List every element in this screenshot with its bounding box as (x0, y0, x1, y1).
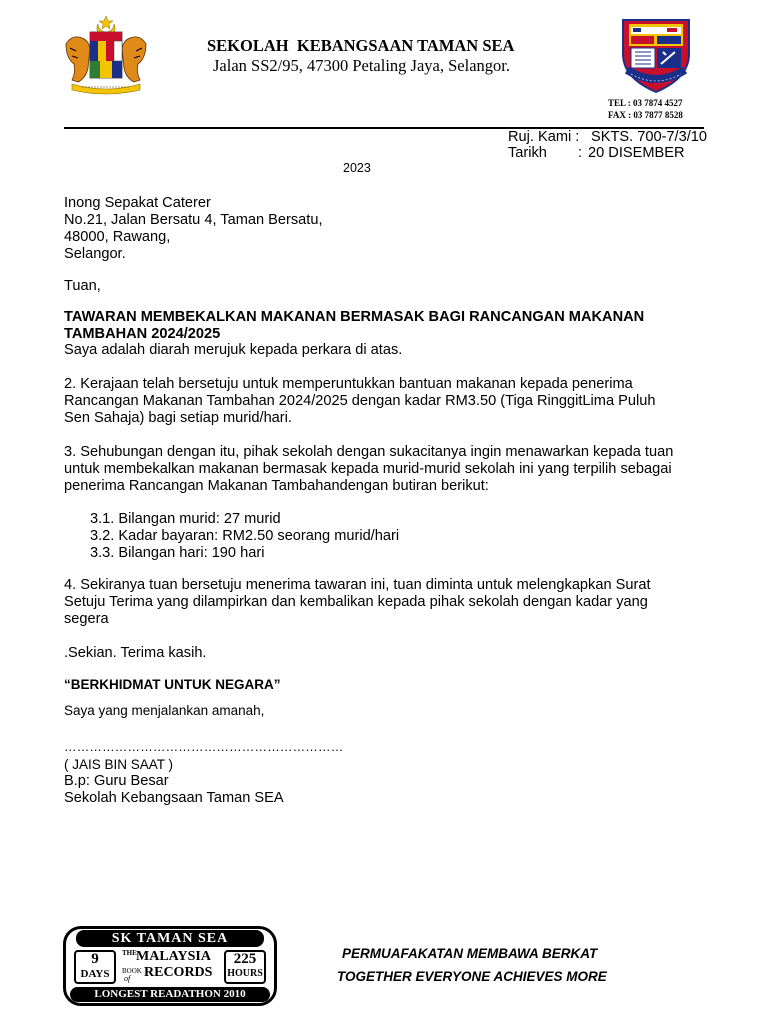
recipient-postcode-city: 48000, Rawang, (64, 229, 171, 245)
paragraph-line: penerima Rancangan Makanan Tambahandengan butiran berikut: (64, 478, 489, 494)
signatory-name: ( JAIS BIN SAAT ) (64, 757, 174, 772)
stamp-top-banner: SK TAMAN SEA (76, 930, 264, 947)
signature-block (64, 756, 284, 807)
stamp-days-number: 9 (91, 951, 99, 967)
signature-line: ………………………………………………………… (64, 740, 344, 754)
stamp-malaysia-label: MALAYSIA (136, 949, 211, 964)
paragraph-2 (64, 376, 655, 427)
recipient-street: No.21, Jalan Bersatu 4, Taman Bersatu, (64, 212, 323, 228)
date-label: Tarikh (508, 145, 547, 161)
subject-line: TAWARAN MEMBEKALKAN MAKANAN BERMASAK BAGI RANCANGAN MAKANAN (64, 309, 645, 325)
signatory-school: Sekolah Kebangsaan Taman SEA (64, 790, 284, 806)
stamp-hours-label: HOURS (227, 968, 263, 979)
salutation: Tuan, (64, 278, 101, 294)
national-crest-logo (62, 14, 150, 96)
school-address: Jalan SS2/95, 47300 Petaling Jaya, Selangor. (213, 56, 510, 75)
paragraph-4 (64, 577, 651, 628)
recipient-address (64, 195, 323, 263)
stamp-records-label: RECORDS (144, 965, 213, 980)
stamp-days-label: DAYS (80, 968, 110, 980)
fax-number: FAX : 03 7877 8528 (608, 110, 683, 120)
readathon-record-logo (63, 926, 277, 1006)
stamp-book-label: BOOK (122, 967, 142, 975)
stamp-days-box (74, 950, 116, 984)
footer-motto-malay: PERMUAFAKATAN MEMBAWA BERKAT (342, 946, 598, 961)
stamp-hours-number: 225 (233, 951, 257, 967)
stamp-the-label: THE (122, 949, 137, 957)
paragraph-line: 2. Kerajaan telah bersetuju untuk memperuntukkan bantuan makanan kepada penerima (64, 376, 633, 392)
date-value: 20 DISEMBER (588, 145, 685, 161)
paragraph-line: Rancangan Makanan Tambahan 2024/2025 dengan kadar RM3.50 (Tiga RinggitLima Puluh (64, 393, 656, 409)
stamp-bottom-banner: LONGEST READATHON 2010 (70, 987, 270, 1002)
closing-remark: .Sekian. Terima kasih. (64, 645, 207, 661)
detail-list (90, 511, 399, 562)
reference-label: Ruj. Kami : (508, 129, 580, 145)
list-item: 3.3. Bilangan hari: 190 hari (90, 545, 265, 561)
reference-number: SKTS. 700-7/3/10 (591, 129, 708, 145)
date-year: 2023 (343, 161, 371, 175)
recipient-name: Inong Sepakat Caterer (64, 195, 211, 211)
paragraph-line: segera (64, 611, 109, 627)
motto: “BERKHIDMAT UNTUK NEGARA” (64, 677, 281, 692)
stamp-of-label: of (124, 974, 131, 983)
signoff-text: Saya yang menjalankan amanah, (64, 703, 265, 718)
school-crest-logo (617, 16, 695, 96)
letter-subject (64, 309, 644, 343)
paragraph-line: 4. Sekiranya tuan bersetuju menerima tawaran ini, tuan diminta untuk melengkapkan Surat (64, 577, 651, 593)
paragraph-line: 3. Sehubungan dengan itu, pihak sekolah dengan sukacitanya ingin menawarkan kepada tuan (64, 444, 674, 460)
footer-motto-english: TOGETHER EVERYONE ACHIEVES MORE (337, 969, 607, 984)
subject-line: TAMBAHAN 2024/2025 (64, 326, 221, 342)
paragraph-3 (64, 444, 673, 495)
recipient-state: Selangor. (64, 246, 126, 262)
paragraph-line: untuk membekalkan makanan bermasak kepada murid-murid sekolah ini yang terpilih sebagai (64, 461, 672, 477)
school-name: SEKOLAH KEBANGSAAN TAMAN SEA (207, 36, 515, 55)
list-item: 3.1. Bilangan murid: 27 murid (90, 511, 281, 527)
stamp-hours-box (224, 950, 266, 984)
paragraph-1: Saya adalah diarah merujuk kepada perkara di atas. (64, 342, 403, 358)
paragraph-line: Sen Sahaja) bagi setiap murid/hari. (64, 410, 292, 426)
telephone-number: TEL : 03 7874 4527 (608, 98, 683, 108)
signatory-position: B.p: Guru Besar (64, 773, 169, 789)
list-item: 3.2. Kadar bayaran: RM2.50 seorang murid/hari (90, 528, 400, 544)
paragraph-line: Setuju Terima yang dilampirkan dan kembalikan kepada pihak sekolah dengan kadar yang (64, 594, 648, 610)
date-separator: : (578, 145, 583, 161)
